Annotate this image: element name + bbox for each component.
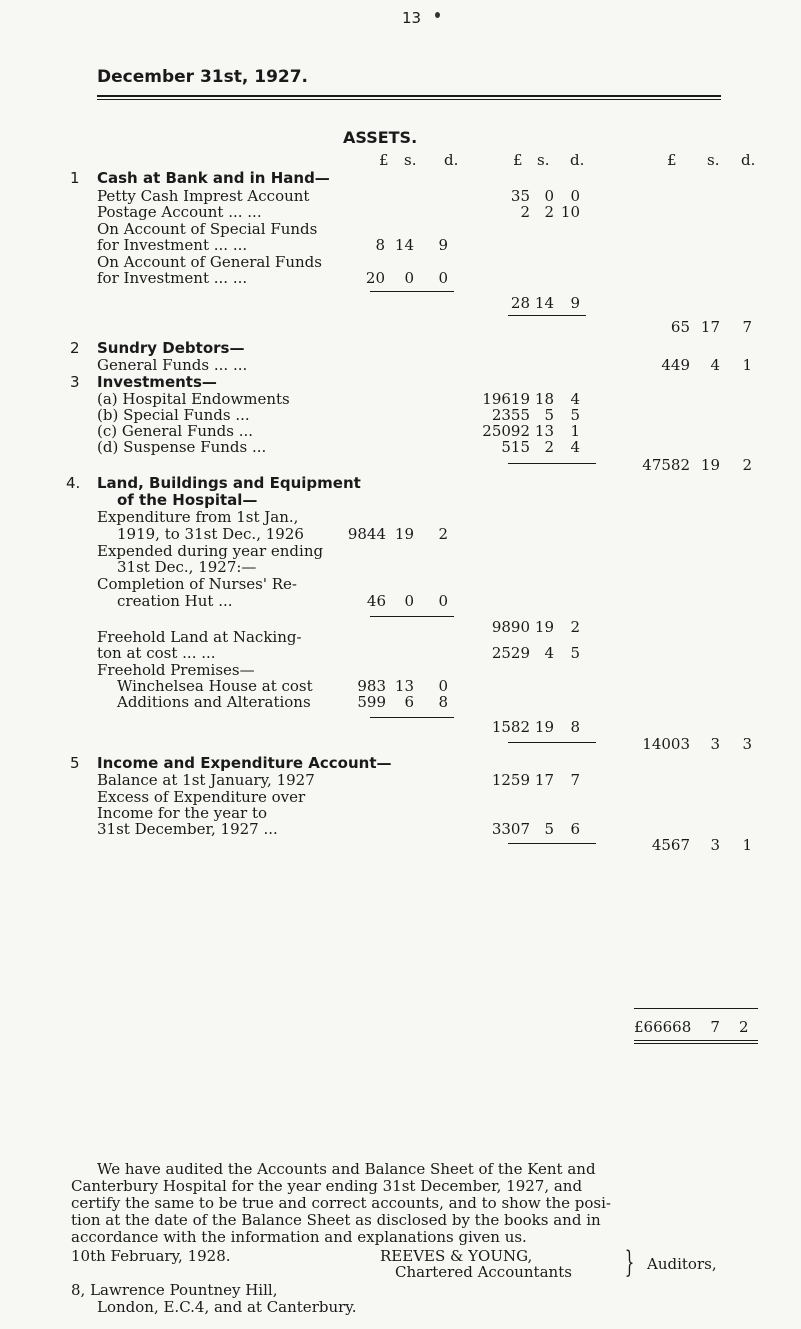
- general-debtors-label: General Funds ... ...: [97, 356, 248, 374]
- investments-heading: Investments—: [97, 373, 217, 391]
- col3-pence-header: d.: [741, 151, 756, 169]
- general-funds-line1: On Account of General Funds: [97, 253, 322, 271]
- col1-pence-header: d.: [444, 151, 459, 169]
- freehold-land-pounds: 2529: [491, 644, 530, 662]
- land-subtotal2-rule: [370, 717, 454, 718]
- investments-total-pounds: 47582: [642, 456, 690, 474]
- postage-pounds: 2: [520, 203, 530, 221]
- audit-line-2: Canterbury Hospital for the year ending 31st December, 1927, and: [71, 1177, 583, 1195]
- excess-pence: 6: [570, 820, 580, 838]
- general-funds-pence: 0: [438, 269, 448, 287]
- right-brace: }: [624, 1245, 635, 1280]
- land-subtotal1-shillings: 19: [534, 618, 554, 636]
- cash-total-rule: [508, 315, 586, 316]
- grand-total-rule-bottom-2: [634, 1043, 758, 1044]
- petty-cash-pence: 0: [570, 187, 580, 205]
- additions-pence: 8: [438, 693, 448, 711]
- cash-heading: Cash at Bank and in Hand—: [97, 169, 330, 187]
- cash-subtotal-pounds: 28: [510, 294, 530, 312]
- investment-b-pounds: 2355: [491, 406, 530, 424]
- audit-line-3: certify the same to be true and correct accounts, and to show the posi-: [71, 1194, 611, 1212]
- land-total-pounds: 14003: [642, 735, 690, 753]
- investment-b-pence: 5: [570, 406, 580, 424]
- audit-line-5: accordance with the information and explanations given us.: [71, 1228, 527, 1246]
- income-heading: Income and Expenditure Account—: [97, 754, 392, 772]
- special-funds-pounds: 8: [375, 236, 385, 254]
- balance-shillings: 17: [534, 771, 554, 789]
- audit-line-4: tion at the date of the Balance Sheet as disclosed by the books and in: [71, 1211, 601, 1229]
- debtors-pounds: 449: [661, 356, 690, 374]
- expended-line1: Expended during year ending: [97, 542, 324, 560]
- cash-total-shillings: 17: [700, 318, 720, 336]
- address-line-1: 8, Lawrence Pountney Hill,: [71, 1281, 278, 1299]
- investment-a-pounds: 19619: [482, 390, 530, 408]
- auditor-role: Chartered Accountants: [395, 1263, 572, 1281]
- expenditure-pence: 2: [438, 525, 448, 543]
- investments-total-pence: 2: [742, 456, 752, 474]
- additions-label: Additions and Alterations: [117, 693, 311, 711]
- freehold-land-shillings: 4: [544, 644, 554, 662]
- general-funds-line2: for Investment ... ...: [97, 269, 248, 287]
- audit-line-1: We have audited the Accounts and Balance Sheet of the Kent and: [97, 1160, 596, 1178]
- nurses-line2: creation Hut ...: [117, 592, 233, 610]
- debtors-shillings: 4: [710, 356, 720, 374]
- income-total-pence: 1: [742, 836, 752, 854]
- excess-shillings: 5: [544, 820, 554, 838]
- petty-cash-label: Petty Cash Imprest Account: [97, 187, 310, 205]
- col2-pounds-header: £: [513, 151, 523, 169]
- cash-total-pounds: 65: [670, 318, 690, 336]
- excess-line3: 31st December, 1927 ...: [97, 820, 278, 838]
- investment-c-pounds: 25092: [482, 422, 530, 440]
- date-heading: December 31st, 1927.: [97, 67, 309, 87]
- investment-d-pence: 4: [570, 438, 580, 456]
- balance-pence: 7: [570, 771, 580, 789]
- grand-total-rule-bottom-1: [634, 1040, 758, 1041]
- general-funds-pounds: 20: [365, 269, 385, 287]
- freehold-premises-label: Freehold Premises—: [97, 661, 255, 679]
- land-subtotal2-pounds: 1582: [491, 718, 530, 736]
- additions-pounds: 599: [357, 693, 386, 711]
- col3-pounds-header: £: [667, 151, 677, 169]
- nurses-pence: 0: [438, 592, 448, 610]
- expended-line2: 31st Dec., 1927:—: [117, 558, 257, 576]
- excess-pounds: 3307: [491, 820, 530, 838]
- page-number: 13: [402, 9, 422, 27]
- nurses-line1: Completion of Nurses' Re-: [97, 575, 298, 593]
- nurses-shillings: 0: [404, 592, 414, 610]
- petty-cash-shillings: 0: [544, 187, 554, 205]
- expenditure-pounds: 9844: [347, 525, 386, 543]
- investments-total-shillings: 19: [700, 456, 720, 474]
- land-subtotal2-shillings: 19: [534, 718, 554, 736]
- special-funds-pence: 9: [438, 236, 448, 254]
- land-subtotal2-pence: 8: [570, 718, 580, 736]
- special-funds-shillings: 14: [394, 236, 414, 254]
- investment-d-shillings: 2: [544, 438, 554, 456]
- expenditure-line1: Expenditure from 1st Jan.,: [97, 508, 299, 526]
- item-number: 2: [70, 339, 80, 357]
- col3-shillings-header: s.: [707, 151, 720, 169]
- heading-double-rule-bottom: [97, 99, 721, 100]
- col2-shillings-header: s.: [537, 151, 550, 169]
- cash-subtotal-pence: 9: [570, 294, 580, 312]
- winchelsea-pounds: 983: [357, 677, 386, 695]
- land-total-pence: 3: [742, 735, 752, 753]
- nurses-pounds: 46: [366, 592, 386, 610]
- ink-dot: [435, 12, 440, 18]
- land-subtotal1-pence: 2: [570, 618, 580, 636]
- section-title: ASSETS.: [343, 128, 418, 147]
- investment-d-label: (d) Suspense Funds ...: [97, 438, 267, 456]
- debtors-heading: Sundry Debtors—: [97, 339, 245, 357]
- col2-pence-header: d.: [570, 151, 585, 169]
- signature-date: 10th February, 1928.: [71, 1247, 231, 1265]
- investment-b-label: (b) Special Funds ...: [97, 406, 250, 424]
- excess-line1: Excess of Expenditure over: [97, 788, 306, 806]
- land-total-rule: [508, 742, 596, 743]
- winchelsea-shillings: 13: [394, 677, 414, 695]
- investment-c-shillings: 13: [534, 422, 554, 440]
- balance-label: Balance at 1st January, 1927: [97, 771, 315, 789]
- grand-total-rule-top: [634, 1008, 758, 1009]
- freehold-land-pence: 5: [570, 644, 580, 662]
- cash-subtotal-rule: [370, 291, 454, 292]
- balance-pounds: 1259: [491, 771, 530, 789]
- investment-b-shillings: 5: [544, 406, 554, 424]
- heading-double-rule-top: [97, 95, 721, 97]
- auditors-label: Auditors,: [647, 1255, 717, 1273]
- investment-a-shillings: 18: [534, 390, 554, 408]
- item-number: 3: [70, 373, 80, 391]
- grand-total: £66668 7 2: [634, 1018, 749, 1036]
- investment-a-pence: 4: [570, 390, 580, 408]
- col1-shillings-header: s.: [404, 151, 417, 169]
- investment-d-pounds: 515: [501, 438, 530, 456]
- item-number: 1: [70, 169, 80, 187]
- debtors-pence: 1: [742, 356, 752, 374]
- col1-pounds-header: £: [379, 151, 389, 169]
- investment-c-pence: 1: [570, 422, 580, 440]
- land-total-shillings: 3: [710, 735, 720, 753]
- income-total-shillings: 3: [710, 836, 720, 854]
- land-heading-line2: of the Hospital—: [117, 491, 258, 509]
- land-subtotal1-rule: [370, 616, 454, 617]
- cash-subtotal-shillings: 14: [534, 294, 554, 312]
- excess-line2: Income for the year to: [97, 804, 268, 822]
- address-line-2: London, E.C.4, and at Canterbury.: [97, 1298, 357, 1316]
- item-number: 4.: [66, 474, 81, 492]
- postage-pence: 10: [560, 203, 580, 221]
- petty-cash-pounds: 35: [510, 187, 530, 205]
- expenditure-line2: 1919, to 31st Dec., 1926: [117, 525, 304, 543]
- land-heading-line1: Land, Buildings and Equipment: [97, 474, 361, 492]
- freehold-land-line2: ton at cost ... ...: [97, 644, 216, 662]
- investment-c-label: (c) General Funds ...: [97, 422, 254, 440]
- postage-label: Postage Account ... ...: [97, 203, 262, 221]
- freehold-land-line1: Freehold Land at Nacking-: [97, 628, 302, 646]
- additions-shillings: 6: [404, 693, 414, 711]
- cash-total-pence: 7: [742, 318, 752, 336]
- winchelsea-label: Winchelsea House at cost: [117, 677, 313, 695]
- auditor-firm: REEVES & YOUNG,: [380, 1247, 533, 1265]
- postage-shillings: 2: [544, 203, 554, 221]
- land-subtotal1-pounds: 9890: [491, 618, 530, 636]
- winchelsea-pence: 0: [438, 677, 448, 695]
- special-funds-line2: for Investment ... ...: [97, 236, 248, 254]
- expenditure-shillings: 19: [394, 525, 414, 543]
- general-funds-shillings: 0: [404, 269, 414, 287]
- special-funds-line1: On Account of Special Funds: [97, 220, 318, 238]
- item-number: 5: [70, 754, 80, 772]
- investment-a-label: (a) Hospital Endowments: [97, 390, 290, 408]
- income-total-pounds: 4567: [651, 836, 690, 854]
- investments-total-rule: [508, 463, 596, 464]
- income-total-rule: [508, 843, 596, 844]
